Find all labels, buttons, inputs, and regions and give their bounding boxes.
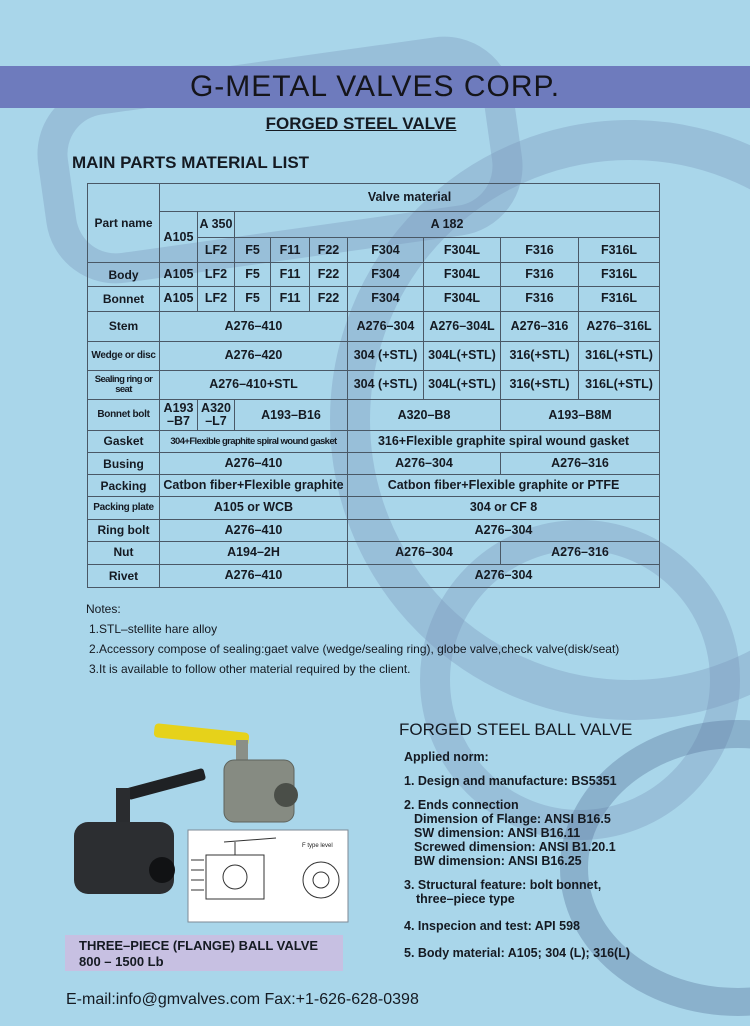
valve-port-gray [274, 783, 298, 807]
table-cell: A320–B8 [348, 400, 501, 431]
table-row [88, 184, 660, 212]
row-label: Stem [88, 311, 160, 341]
table-cell: Catbon fiber+Flexible graphite or PTFE [348, 475, 660, 497]
table-row [88, 475, 660, 497]
header-a350: A 350 [198, 212, 235, 238]
row-label: Nut [88, 541, 160, 564]
grade-cell: F11 [271, 238, 310, 263]
spec-item: 4. Inspecion and test: API 598 [404, 919, 580, 933]
table-cell: Catbon fiber+Flexible graphite [160, 475, 348, 497]
company-name: G-METAL VALVES CORP. [189, 70, 561, 103]
row-label: Packing plate [88, 497, 160, 519]
spec-item: 1. Design and manufacture: BS5351 [404, 774, 617, 788]
table-row [88, 431, 660, 453]
header-valve-material: Valve material [160, 184, 660, 212]
caption-line1: THREE–PIECE (FLANGE) BALL VALVE [79, 938, 319, 953]
spec-applied: Applied norm: [404, 750, 489, 764]
ball-valve-photo [66, 720, 356, 925]
table-cell: F304 [348, 287, 424, 311]
table-cell: A193–B16 [235, 400, 348, 431]
note-item: 3.It is available to follow other material required by the client. [89, 662, 411, 676]
notes-section [86, 599, 619, 679]
row-label: Body [88, 263, 160, 287]
spec-item: 5. Body material: A105; 304 (L); 316(L) [404, 946, 630, 960]
table-cell: F22 [310, 263, 348, 287]
table-cell: A320 –L7 [198, 400, 235, 431]
caption-line2: 800 – 1500 Lb [79, 954, 164, 969]
row-label: Rivet [88, 564, 160, 587]
table-cell: A276–304L [424, 311, 501, 341]
row-label: Packing [88, 475, 160, 497]
table-row [88, 453, 660, 475]
table-cell: F11 [271, 263, 310, 287]
note-item: 2.Accessory compose of sealing:gaet valve (wedge/sealing ring), globe valve,check valve(disk/seat) [89, 642, 620, 656]
note-item: 1.STL–stellite hare alloy [89, 622, 218, 636]
table-cell: A276–316 [501, 453, 660, 475]
spec-item: 2. Ends connection [404, 798, 519, 812]
row-label: Busing [88, 453, 160, 475]
row-label: Ring bolt [88, 519, 160, 541]
table-cell: A276–316 [501, 541, 660, 564]
grade-cell: F22 [310, 238, 348, 263]
section-title: MAIN PARTS MATERIAL LIST [72, 153, 310, 172]
valve-stem-black [116, 788, 130, 824]
table-cell: A276–304 [348, 519, 660, 541]
table-row [88, 311, 660, 341]
header-part-name: Part name [88, 184, 160, 263]
table-row [88, 564, 660, 587]
table-cell: A276–304 [348, 453, 501, 475]
diagram-label: F type level [302, 843, 333, 849]
grade-cell: F5 [235, 238, 271, 263]
table-cell: 316(+STL) [501, 370, 579, 399]
ball-valve-specs [404, 750, 630, 960]
table-cell: A276–304 [348, 311, 424, 341]
table-cell: F304 [348, 263, 424, 287]
table-cell: A193–B8M [501, 400, 660, 431]
table-cell: F11 [271, 287, 310, 311]
table-cell: A276–410 [160, 519, 348, 541]
table-cell: A276–304 [348, 564, 660, 587]
row-label: Gasket [88, 431, 160, 453]
table-cell: A276–410 [160, 564, 348, 587]
table-cell: A194–2H [160, 541, 348, 564]
table-cell: F316L [579, 287, 660, 311]
table-row [88, 263, 660, 287]
table-row [88, 541, 660, 564]
valve-handle-yellow [154, 723, 250, 747]
spec-item: 3. Structural feature: bolt bonnet, [404, 878, 602, 892]
table-cell: 316+Flexible graphite spiral wound gasket [348, 431, 660, 453]
row-label: Bonnet bolt [88, 400, 160, 431]
table-cell: A193 –B7 [160, 400, 198, 431]
table-cell: A276–420 [160, 341, 348, 370]
grade-cell: F316L [579, 238, 660, 263]
table-cell: F316L [579, 263, 660, 287]
table-row [88, 341, 660, 370]
table-cell: A105 [160, 287, 198, 311]
material-table [87, 183, 660, 588]
table-cell: F5 [235, 287, 271, 311]
table-row [88, 370, 660, 399]
table-row [88, 400, 660, 431]
table-cell: A276–410 [160, 453, 348, 475]
valve-port-black [149, 857, 175, 883]
notes-title: Notes: [86, 602, 121, 616]
grade-cell: LF2 [198, 238, 235, 263]
table-cell: F304L [424, 263, 501, 287]
contact-info: E-mail:info@gmvalves.com Fax:+1-626-628-0398 [66, 991, 419, 1008]
table-row [88, 497, 660, 519]
row-label: Wedge or disc [88, 341, 160, 370]
table-cell: LF2 [198, 263, 235, 287]
table-cell: A276–316 [501, 311, 579, 341]
table-cell: F22 [310, 287, 348, 311]
table-cell: F316 [501, 287, 579, 311]
grade-cell: F304 [348, 238, 424, 263]
table-cell: 304L(+STL) [424, 370, 501, 399]
table-cell: 304+Flexible graphite spiral wound gasket [160, 431, 348, 453]
table-cell: 316L(+STL) [579, 341, 660, 370]
table-cell: F304L [424, 287, 501, 311]
grade-cell: F316 [501, 238, 579, 263]
page-subtitle: FORGED STEEL VALVE [265, 114, 457, 133]
valve-handle-black [126, 768, 206, 800]
table-cell: A276–304 [348, 541, 501, 564]
grade-cell: F304L [424, 238, 501, 263]
table-cell: A276–410+STL [160, 370, 348, 399]
table-cell: 304 or CF 8 [348, 497, 660, 519]
table-cell: 304 (+STL) [348, 341, 424, 370]
table-cell: A105 [160, 263, 198, 287]
table-cell: A276–316L [579, 311, 660, 341]
table-cell: LF2 [198, 287, 235, 311]
table-cell: F5 [235, 263, 271, 287]
table-row [88, 212, 660, 238]
row-label: Sealing ring or seat [88, 370, 160, 399]
spec-item: SW dimension: ANSI B16.11 [414, 826, 581, 840]
table-cell: 316(+STL) [501, 341, 579, 370]
table-cell: A276–410 [160, 311, 348, 341]
photo-caption [65, 935, 343, 971]
table-cell: 316L(+STL) [579, 370, 660, 399]
spec-item: Dimension of Flange: ANSI B16.5 [414, 812, 611, 826]
header-a182: A 182 [235, 212, 660, 238]
ball-valve-title: FORGED STEEL BALL VALVE [399, 720, 633, 739]
spec-item: Screwed dimension: ANSI B1.20.1 [414, 840, 616, 854]
row-label: Bonnet [88, 287, 160, 311]
spec-item: BW dimension: ANSI B16.25 [414, 854, 582, 868]
table-cell: F316 [501, 263, 579, 287]
table-cell: 304L(+STL) [424, 341, 501, 370]
header-a105: A105 [160, 212, 198, 263]
spec-item: three–piece type [416, 892, 515, 906]
table-cell: 304 (+STL) [348, 370, 424, 399]
table-row [88, 287, 660, 311]
table-cell: A105 or WCB [160, 497, 348, 519]
table-row [88, 519, 660, 541]
